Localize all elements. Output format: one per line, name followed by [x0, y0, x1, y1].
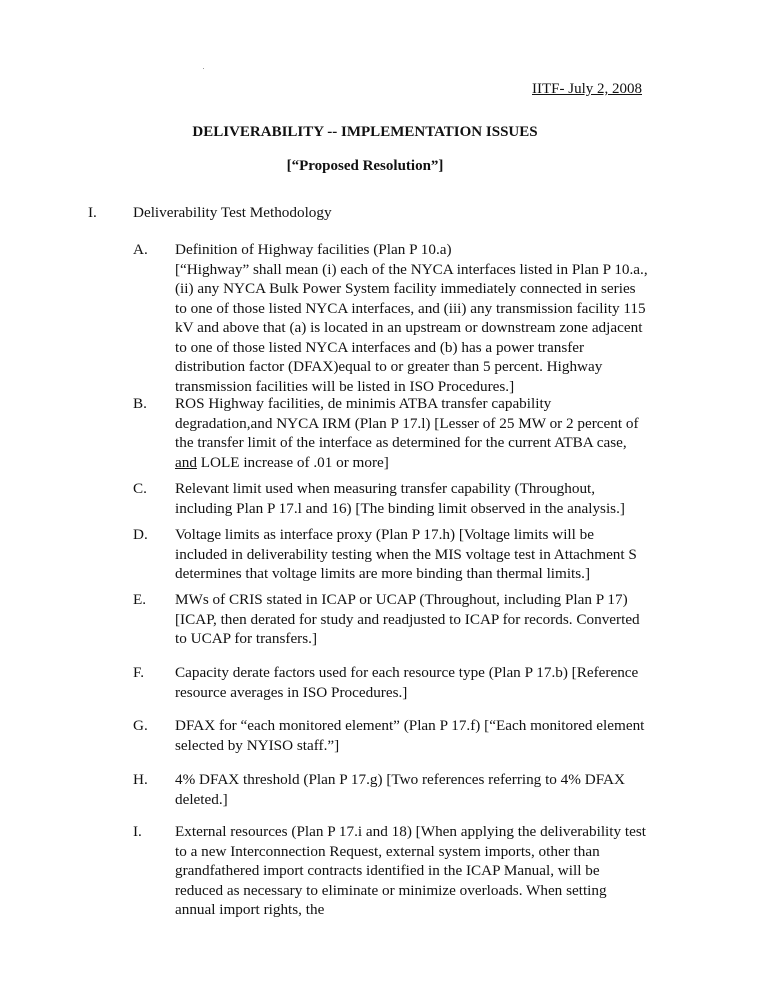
- item-letter: E.: [133, 591, 147, 608]
- item-body: [“Highway” shall mean (i) each of the NYCA interfaces listed in Plan P 10.a., (ii) any NYCA Bulk Power System facility immediately connected in series to one of those listed NYCA interfaces, and (iii) any transmission facility 115 kV and above that (a) is located in an upstream or downstream zone adjacent to one of those listed NYCA interfaces and (b) has a power transfer distribution factor (DFAX)equal to or greater than 5 percent. Highway transmission facilities will be listed in ISO Procedures.]: [175, 260, 648, 395]
- item-text: External resources (Plan P 17.i and 18) [When applying the deliverability test to a new Interconnection Request, external system imports, other than grandfathered import contracts identified in the ICAP Manual, will be reduced as necessary to eliminate or minimize overloads. When setting annual import rights, the: [175, 823, 646, 918]
- item-letter: H.: [133, 771, 148, 788]
- item-letter: B.: [133, 395, 147, 412]
- scan-speck: [203, 68, 204, 69]
- item-text-part: LOLE increase of .01 or more]: [196, 453, 389, 471]
- item-text: [175, 394, 650, 472]
- item-text: Capacity derate factors used for each resource type (Plan P 17.b) [Reference resource averages in ISO Procedures.]: [175, 664, 639, 701]
- item-text: Voltage limits as interface proxy (Plan P 17.h) [Voltage limits will be included in deliverability testing when the MIS voltage test in Attachment S determines that voltage limits are more binding than thermal limits.]: [175, 526, 637, 582]
- underlined-word: and: [175, 453, 197, 471]
- item-letter: F.: [133, 664, 145, 681]
- item-letter: A.: [133, 241, 148, 258]
- section-title: Deliverability Test Methodology: [133, 204, 332, 221]
- item-heading: Definition of Highway facilities (Plan P 10.a): [175, 241, 452, 258]
- section-number: I.: [88, 204, 97, 221]
- item-text: MWs of CRIS stated in ICAP or UCAP (Throughout, including Plan P 17) [ICAP, then derated for study and readjusted to ICAP for records. Converted to UCAP for transfers.]: [175, 591, 640, 647]
- document-subtitle: [“Proposed Resolution”]: [286, 158, 444, 174]
- item-text: 4% DFAX threshold (Plan P 17.g) [Two references referring to 4% DFAX deleted.]: [175, 771, 625, 808]
- date-line: IITF- July 2, 2008: [532, 81, 642, 97]
- document-title: DELIVERABILITY -- IMPLEMENTATION ISSUES: [192, 124, 538, 140]
- item-text: [175, 240, 650, 396]
- item-text-part: ROS Highway facilities, de minimis ATBA transfer capability degradation,and NYCA IRM (Plan P 17.l) [Lesser of 25 MW or 2 percent of the transfer limit of the interface as determined for the current ATBA case,: [175, 395, 639, 451]
- item-text: Relevant limit used when measuring transfer capability (Throughout, including Plan P 17.l and 16) [The binding limit observed in the analysis.]: [175, 480, 625, 517]
- item-letter: C.: [133, 480, 147, 497]
- item-text: DFAX for “each monitored element” (Plan P 17.f) [“Each monitored element selected by NYISO staff.”]: [175, 717, 645, 754]
- item-letter: I.: [133, 823, 142, 840]
- item-letter: D.: [133, 526, 148, 543]
- item-letter: G.: [133, 717, 148, 734]
